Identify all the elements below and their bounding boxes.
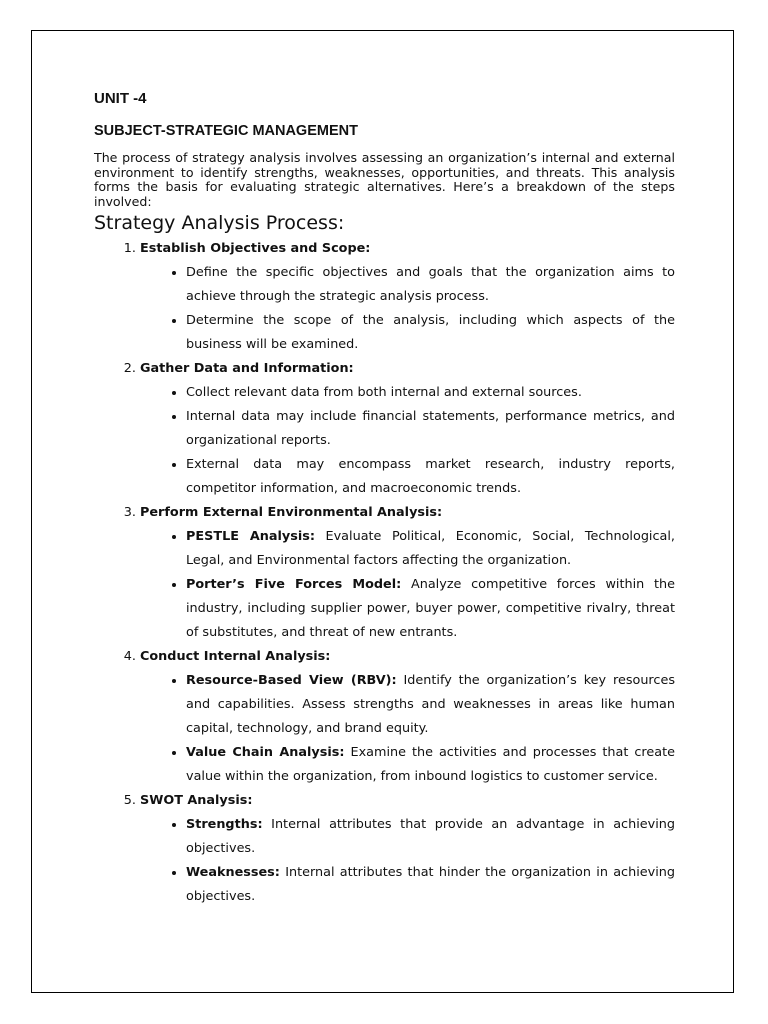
bullet-text: External data may encompass market research, industry reports, competitor information, and macroeconomic trends. bbox=[186, 457, 675, 497]
bullet-term: Weaknesses: bbox=[186, 865, 280, 881]
section-title: Strategy Analysis Process: bbox=[94, 212, 345, 235]
step-title: Gather Data and Information: bbox=[140, 361, 354, 377]
bullet-point bbox=[186, 405, 675, 453]
bullet-text: Internal attributes that hinder the organization in achieving objectives. bbox=[186, 865, 675, 905]
bullet-point bbox=[186, 861, 675, 909]
bullet-point bbox=[186, 741, 675, 789]
step-points-list bbox=[140, 813, 675, 909]
step-points-list bbox=[140, 669, 675, 789]
bullet-point bbox=[186, 525, 675, 573]
step-title: Perform External Environmental Analysis: bbox=[140, 505, 443, 521]
bullet-point bbox=[186, 669, 675, 741]
unit-heading: UNIT -4 bbox=[94, 90, 147, 107]
step-points-list bbox=[140, 525, 675, 645]
bullet-point bbox=[186, 813, 675, 861]
bullet-text: Examine the activities and processes that create value within the organization, from inbound logistics to customer service. bbox=[186, 745, 675, 785]
step-item bbox=[140, 357, 675, 501]
step-item bbox=[140, 237, 675, 357]
steps-list bbox=[94, 237, 675, 909]
bullet-text: Determine the scope of the analysis, including which aspects of the business will be examined. bbox=[186, 313, 675, 353]
bullet-point bbox=[186, 261, 675, 309]
bullet-text: Analyze competitive forces within the industry, including supplier power, buyer power, competitive rivalry, threat of substitutes, and threat of new entrants. bbox=[186, 577, 676, 641]
bullet-term: Porter’s Five Forces Model: bbox=[186, 577, 402, 593]
bullet-text: Collect relevant data from both internal and external sources. bbox=[186, 385, 582, 401]
bullet-term: Resource-Based View (RBV): bbox=[186, 673, 397, 689]
step-points-list bbox=[140, 381, 675, 501]
document-page bbox=[31, 30, 734, 993]
step-points-list bbox=[140, 261, 675, 357]
bullet-term: Value Chain Analysis: bbox=[186, 745, 345, 761]
bullet-point bbox=[186, 381, 675, 405]
bullet-point bbox=[186, 573, 675, 645]
step-title: Conduct Internal Analysis: bbox=[140, 649, 331, 665]
subject-heading: SUBJECT-STRATEGIC MANAGEMENT bbox=[94, 123, 358, 139]
bullet-term: PESTLE Analysis: bbox=[186, 529, 315, 545]
step-title: Establish Objectives and Scope: bbox=[140, 241, 371, 257]
bullet-term: Strengths: bbox=[186, 817, 263, 833]
step-item bbox=[140, 501, 675, 645]
bullet-text: Identify the organization’s key resources and capabilities. Assess strengths and weaknesses in areas like human capital, technology, and brand equity. bbox=[186, 673, 675, 737]
bullet-text: Define the specific objectives and goals that the organization aims to achieve through the strategic analysis process. bbox=[186, 265, 675, 305]
step-title: SWOT Analysis: bbox=[140, 793, 253, 809]
step-item bbox=[140, 789, 675, 909]
bullet-text: Internal data may include financial statements, performance metrics, and organizational reports. bbox=[186, 409, 675, 449]
intro-paragraph: The process of strategy analysis involves assessing an organization’s internal and external environment to identify strengths, weaknesses, opportunities, and threats. This analysis forms the basis for evaluating strategic alternatives. Here’s a breakdown of the steps involved: bbox=[94, 150, 675, 209]
bullet-point bbox=[186, 309, 675, 357]
bullet-text: Evaluate Political, Economic, Social, Technological, Legal, and Environmental factors affecting the organization. bbox=[186, 529, 675, 569]
bullet-text: Internal attributes that provide an advantage in achieving objectives. bbox=[186, 817, 675, 857]
bullet-point bbox=[186, 453, 675, 501]
page-content bbox=[94, 89, 675, 909]
step-item bbox=[140, 645, 675, 789]
